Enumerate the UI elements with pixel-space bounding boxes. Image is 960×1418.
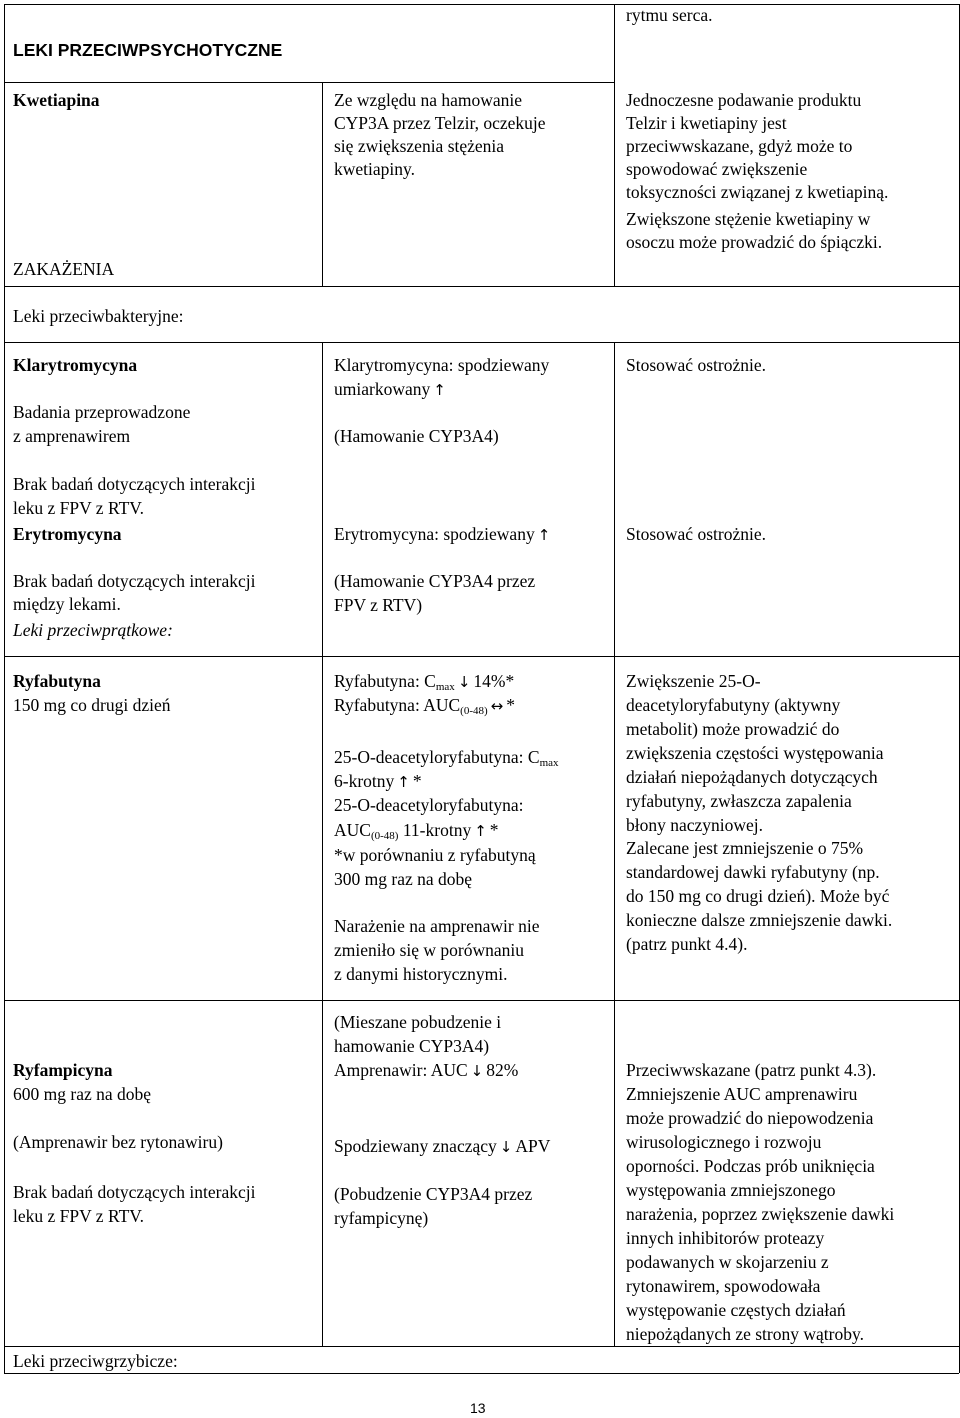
rifampicin-dose: 600 mg raz na dobę [13, 1084, 152, 1104]
rifabutin-rec-3: metabolit) może prowadzić do [626, 719, 840, 739]
rifabutin-rec-4: zwiększenia częstości występowania [626, 743, 884, 763]
rifabutin-cmax-sub: max [435, 681, 455, 693]
rifabutin-cmax-value: 14%* [473, 671, 515, 691]
erythromycin-mechanism-1: (Hamowanie CYP3A4 przez [334, 571, 536, 591]
rifampicin-no-studies-1: Brak badań dotyczących interakcji [13, 1182, 256, 1202]
quetiapine-rec-6: Zwiększone stężenie kwetiapiny w [626, 209, 871, 229]
clarithromycin-note-2: z amprenawirem [13, 426, 131, 446]
rifabutin-rec-10: do 150 mg co drugi dzień). Może być [626, 886, 890, 906]
metabolite-cmax-value: 6-krotny [334, 771, 395, 791]
rifampicin-rec-11: występowanie częstych działań [626, 1300, 846, 1320]
rifampicin-rec-3: może prowadzić do niepowodzenia [626, 1108, 874, 1128]
rifabutin-rec-7: błony naczyniowej. [626, 815, 764, 835]
rifabutin-rec-2: deacetyloryfabutyny (aktywny [626, 695, 841, 715]
drug-name-clarithromycin: Klarytromycyna [13, 355, 138, 375]
rifabutin-compare-2: 300 mg raz na dobę [334, 869, 473, 889]
column-divider-2c [614, 656, 615, 1346]
arrow-down-icon: ↓ [499, 1138, 513, 1156]
row-divider-antimycobacterial [4, 656, 959, 657]
table-border-top [4, 4, 959, 5]
rifabutin-auc [334, 693, 515, 718]
rifampicin-auc-value: 82% [486, 1060, 519, 1080]
category-label-antimycobacterial: Leki przeciwprątkowe: [13, 620, 173, 640]
rifabutin-rec-6: ryfabutyny, zwłaszcza zapalenia [626, 791, 852, 811]
quetiapine-rec-5: toksyczności związanej z kwetiapiną. [626, 182, 889, 202]
drug-name-rifabutin: Ryfabutyna [13, 671, 101, 691]
clarithromycin-mechanism: (Hamowanie CYP3A4) [334, 426, 499, 446]
metabolite-cmax-label: 25-O-deacetyloryfabutyna: C [334, 747, 540, 767]
clarithromycin-effect-text: umiarkowany [334, 379, 431, 399]
clarithromycin-effect-1: Klarytromycyna: spodziewany [334, 355, 550, 375]
quetiapine-effect-2: CYP3A przez Telzir, oczekuje [334, 113, 546, 133]
erythromycin-effect [334, 522, 553, 547]
clarithromycin-note-1: Badania przeprowadzone [13, 402, 191, 422]
metabolite-auc-prefix: AUC [334, 820, 371, 840]
rifabutin-rec-5: działań niepożądanych dotyczących [626, 767, 878, 787]
section-title-antipsychotics: LEKI PRZECIWPSYCHOTYCZNE [13, 40, 283, 60]
quetiapine-rec-7: osoczu może prowadzić do śpiączki. [626, 232, 883, 252]
rifabutin-dose: 150 mg co drugi dzień [13, 695, 171, 715]
rifampicin-rec-1: Przeciwwskazane (patrz punkt 4.3). [626, 1060, 877, 1080]
rifampicin-auc-label: Amprenawir: AUC [334, 1060, 468, 1080]
quetiapine-rec-3: przeciwwskazane, gdyż może to [626, 136, 853, 156]
rifampicin-expected-label: Spodziewany znaczący [334, 1136, 497, 1156]
rifabutin-exposure-3: z danymi historycznymi. [334, 964, 508, 984]
category-label-antibacterial: Leki przeciwbakteryjne: [13, 306, 184, 326]
rifabutin-cmax-label: Ryfabutyna: C [334, 671, 436, 691]
row-divider-antibacterial [4, 342, 959, 343]
rifabutin-exposure-2: zmieniło się w porównaniu [334, 940, 525, 960]
rifampicin-rec-10: rytonawirem, spowodowała [626, 1276, 821, 1296]
table-border-bottom [4, 1373, 959, 1374]
quetiapine-rec-1: Jednoczesne podawanie produktu [626, 90, 862, 110]
rifampicin-mechanism-2: ryfampicynę) [334, 1208, 429, 1228]
row-divider-rifabutin [4, 1000, 959, 1001]
metabolite-cmax-value-row [334, 769, 422, 794]
arrow-down-icon: ↓ [470, 1062, 484, 1080]
rifampicin-rec-7: narażenia, poprzez zwiększenie dawki [626, 1204, 895, 1224]
quetiapine-effect-1: Ze względu na hamowanie [334, 90, 523, 110]
metabolite-cmax-sub: max [539, 757, 559, 769]
row-divider-antifungal [4, 1346, 959, 1347]
arrow-up-icon: ↑ [433, 381, 446, 399]
rifampicin-rec-4: wirusologicznego i rozwoju [626, 1132, 822, 1152]
rifabutin-rec-8: Zalecane jest zmniejszenie o 75% [626, 838, 864, 858]
clarithromycin-no-studies-2: leku z FPV z RTV. [13, 498, 145, 518]
arrow-up-icon: ↑ [397, 773, 410, 791]
drug-name-quetiapine: Kwetiapina [13, 90, 100, 110]
rifampicin-rec-12: niepożądanych ze strony wątroby. [626, 1324, 864, 1344]
rifabutin-compare-1: *w porównaniu z ryfabutyną [334, 845, 536, 865]
rifampicin-auc [334, 1058, 518, 1083]
rifampicin-rec-5: oporności. Podczas prób uniknięcia [626, 1156, 875, 1176]
quetiapine-rec-4: spowodować zwiększenie [626, 159, 808, 179]
metabolite-cmax [334, 745, 559, 769]
metabolite-auc-label: 25-O-deacetyloryfabutyna: [334, 795, 524, 815]
column-divider-1b [322, 342, 323, 656]
rifabutin-auc-label: Ryfabutyna: AUC [334, 695, 461, 715]
erythromycin-no-studies-2: między lekami. [13, 594, 121, 614]
arrow-both-icon: ↔ [490, 697, 504, 715]
column-divider-1c [322, 656, 323, 1346]
quetiapine-rec-2: Telzir i kwetiapiny jest [626, 113, 787, 133]
rifampicin-rec-8: innych inhibitorów proteazy [626, 1228, 825, 1248]
erythromycin-recommendation: Stosować ostrożnie. [626, 524, 766, 544]
drug-name-rifampicin: Ryfampicyna [13, 1060, 113, 1080]
arrow-up-icon: ↑ [474, 822, 487, 840]
erythromycin-effect-text: Erytromycyna: spodziewany [334, 524, 535, 544]
column-divider-1a [322, 82, 323, 286]
rifampicin-mixed-1: (Mieszane pobudzenie i [334, 1012, 502, 1032]
arrow-up-icon: ↑ [537, 526, 551, 544]
rifabutin-cmax [334, 669, 514, 694]
rifabutin-auc-value: * [506, 695, 515, 715]
rifampicin-no-studies-2: leku z FPV z RTV. [13, 1206, 145, 1226]
rifampicin-rec-6: występowania zmniejszonego [626, 1180, 836, 1200]
section-title-infections: ZAKAŻENIA [13, 259, 115, 279]
table-border-left [4, 4, 5, 1373]
metabolite-auc [334, 818, 499, 843]
clarithromycin-effect-2 [334, 377, 449, 402]
clarithromycin-no-studies-1: Brak badań dotyczących interakcji [13, 474, 256, 494]
rifampicin-mixed-2: hamowanie CYP3A4) [334, 1036, 490, 1056]
rifabutin-auc-sub: (0-48) [460, 705, 488, 717]
clarithromycin-recommendation: Stosować ostrożnie. [626, 355, 766, 375]
rifampicin-rec-2: Zmniejszenie AUC amprenawiru [626, 1084, 858, 1104]
drug-name-erythromycin: Erytromycyna [13, 524, 122, 544]
quetiapine-effect-3: się zwiększenia stężenia [334, 136, 505, 156]
column-divider-2b [614, 342, 615, 656]
erythromycin-no-studies-1: Brak badań dotyczących interakcji [13, 571, 256, 591]
metabolite-auc-value: 11-krotny [402, 820, 472, 840]
quetiapine-effect-4: kwetiapiny. [334, 159, 415, 179]
rifabutin-rec-12: (patrz punkt 4.4). [626, 934, 748, 954]
category-label-antifungal: Leki przeciwgrzybicze: [13, 1351, 178, 1371]
rifampicin-no-ritonavir: (Amprenawir bez rytonawiru) [13, 1132, 223, 1152]
rifabutin-rec-1: Zwiększenie 25-O- [626, 671, 761, 691]
rifabutin-rec-9: standardowej dawki ryfabutyny (np. [626, 862, 880, 882]
arrow-down-icon: ↓ [457, 673, 471, 691]
erythromycin-mechanism-2: FPV z RTV) [334, 595, 423, 615]
rifampicin-rec-9: podawanych w skojarzeniu z [626, 1252, 829, 1272]
rifabutin-rec-11: konieczne dalsze zmniejszenie dawki. [626, 910, 893, 930]
row-divider-header [4, 82, 614, 83]
rifampicin-mechanism-1: (Pobudzenie CYP3A4 przez [334, 1184, 533, 1204]
metabolite-cmax-star: * [412, 771, 422, 791]
rifampicin-expected-value: APV [515, 1136, 551, 1156]
rifampicin-expected [334, 1134, 550, 1159]
metabolite-auc-star: * [489, 820, 499, 840]
continued-text-fragment: rytmu serca. [626, 5, 713, 25]
row-divider-infections [4, 286, 959, 287]
column-divider-2a [614, 4, 615, 286]
metabolite-auc-sub: (0-48) [370, 830, 399, 842]
rifabutin-exposure-1: Narażenie na amprenawir nie [334, 916, 540, 936]
page-number: 13 [470, 1400, 486, 1416]
